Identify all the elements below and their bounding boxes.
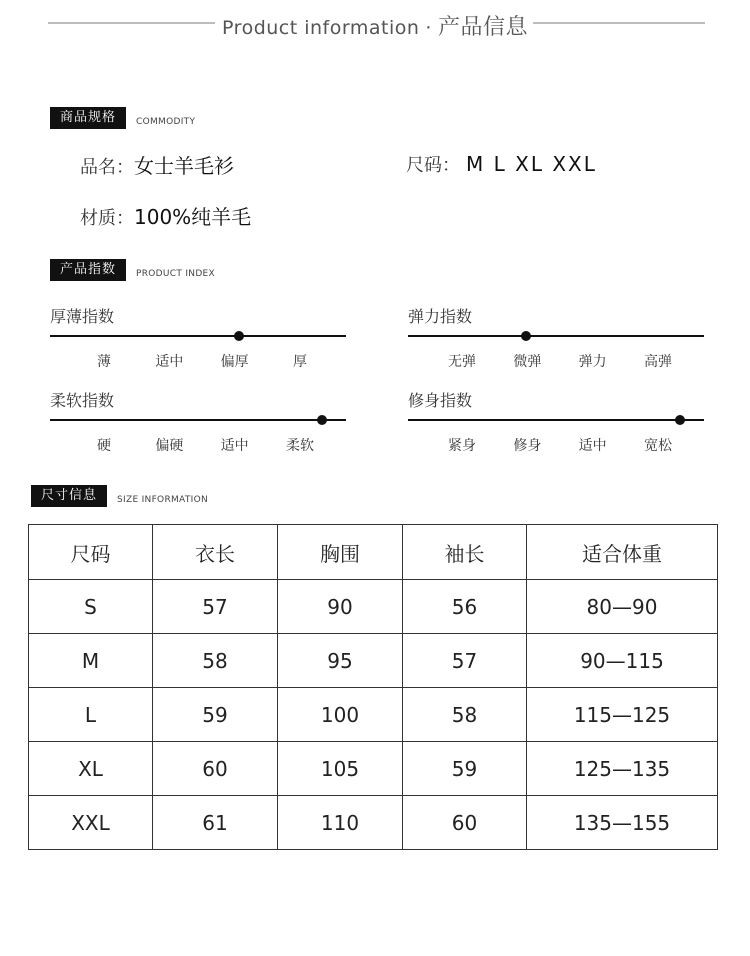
product-name [80,150,234,179]
table-cell: 57 [153,580,278,634]
scale-track [50,335,346,337]
scale-track [408,335,704,337]
scale-tick: 修身 [513,438,542,454]
scale-tick: 宽松 [643,438,672,454]
page-title [0,10,750,41]
product-name-label: 品名： [80,157,134,178]
table-cell: 105 [278,742,403,796]
index-tag: 产品指数 [50,259,126,281]
column-header: 适合体重 [527,525,718,580]
table-row [29,796,718,850]
table-cell: 61 [153,796,278,850]
table-header-row [29,525,718,580]
table-cell: XXL [29,796,153,850]
commodity-tag-en: COMMODITY [136,117,196,127]
table-row [29,580,718,634]
table-cell: 60 [153,742,278,796]
thickness-scale [50,304,346,371]
table-cell: XL [29,742,153,796]
size-tag: 尺寸信息 [31,485,107,507]
product-material [80,201,251,230]
table-row [29,634,718,688]
table-row [29,688,718,742]
elasticity-scale [408,304,704,371]
table-cell: 125—135 [527,742,718,796]
product-size [406,151,597,177]
table-cell: 135—155 [527,796,718,850]
scale-tick: 偏硬 [155,438,184,454]
fit-scale [408,388,704,455]
index-section-label [50,259,215,281]
table-cell: 59 [153,688,278,742]
scale-tick: 偏厚 [220,354,249,370]
commodity-tag: 商品规格 [50,107,126,129]
size-tag-en: SIZE INFORMATION [117,495,208,505]
scale-track [408,419,704,421]
table-cell: 56 [403,580,527,634]
table-row [29,742,718,796]
table-cell: 115—125 [527,688,718,742]
scale-tick: 柔软 [285,438,314,454]
scale-title: 厚薄指数 [50,307,115,326]
table-cell: M [29,634,153,688]
table-cell: 58 [153,634,278,688]
table-cell: 58 [403,688,527,742]
scale-tick: 无弹 [448,354,476,370]
column-header: 胸围 [278,525,403,580]
page-title-cn: 产品信息 [437,15,528,40]
column-header: 尺码 [29,525,153,580]
table-cell: 59 [403,742,527,796]
scale-title: 弹力指数 [408,307,473,326]
table-cell: S [29,580,153,634]
scale-tick: 厚 [292,354,307,370]
table-cell: 100 [278,688,403,742]
table-cell: 90 [278,580,403,634]
table-cell: 95 [278,634,403,688]
scale-tick: 适中 [578,438,607,454]
index-tag-en: PRODUCT INDEX [136,269,216,279]
table-cell: 57 [403,634,527,688]
scale-tick: 微弹 [513,354,542,370]
scale-knob [675,415,685,425]
product-size-value: M L XL XXL [466,152,597,176]
product-size-label: 尺码： [406,155,460,176]
size-section-label [31,485,208,507]
scale-tick: 硬 [97,438,111,454]
scale-tick: 薄 [97,354,111,370]
scale-knob [317,415,327,425]
softness-scale [50,388,346,455]
scale-tick: 弹力 [578,354,607,370]
product-material-value: 100%纯羊毛 [134,205,252,229]
scale-knob [521,331,531,341]
column-header: 袖长 [403,525,527,580]
page-title-en: Product information [222,17,420,39]
scale-title: 柔软指数 [50,391,115,410]
product-material-label: 材质： [80,208,134,229]
table-cell: 60 [403,796,527,850]
scale-knob [234,331,244,341]
table-cell: L [29,688,153,742]
scale-tick: 适中 [220,438,249,454]
table-cell: 80—90 [527,580,718,634]
scale-tick: 适中 [155,354,184,370]
scale-track [50,419,346,421]
page-title-dot: · [425,17,432,39]
scale-tick: 高弹 [643,354,672,370]
product-name-value: 女士羊毛衫 [134,154,234,178]
commodity-section-label [50,107,195,129]
column-header: 衣长 [153,525,278,580]
table-cell: 110 [278,796,403,850]
scale-title: 修身指数 [408,391,473,410]
table-cell: 90—115 [527,634,718,688]
scale-tick: 紧身 [448,438,476,454]
size-table [28,524,718,850]
